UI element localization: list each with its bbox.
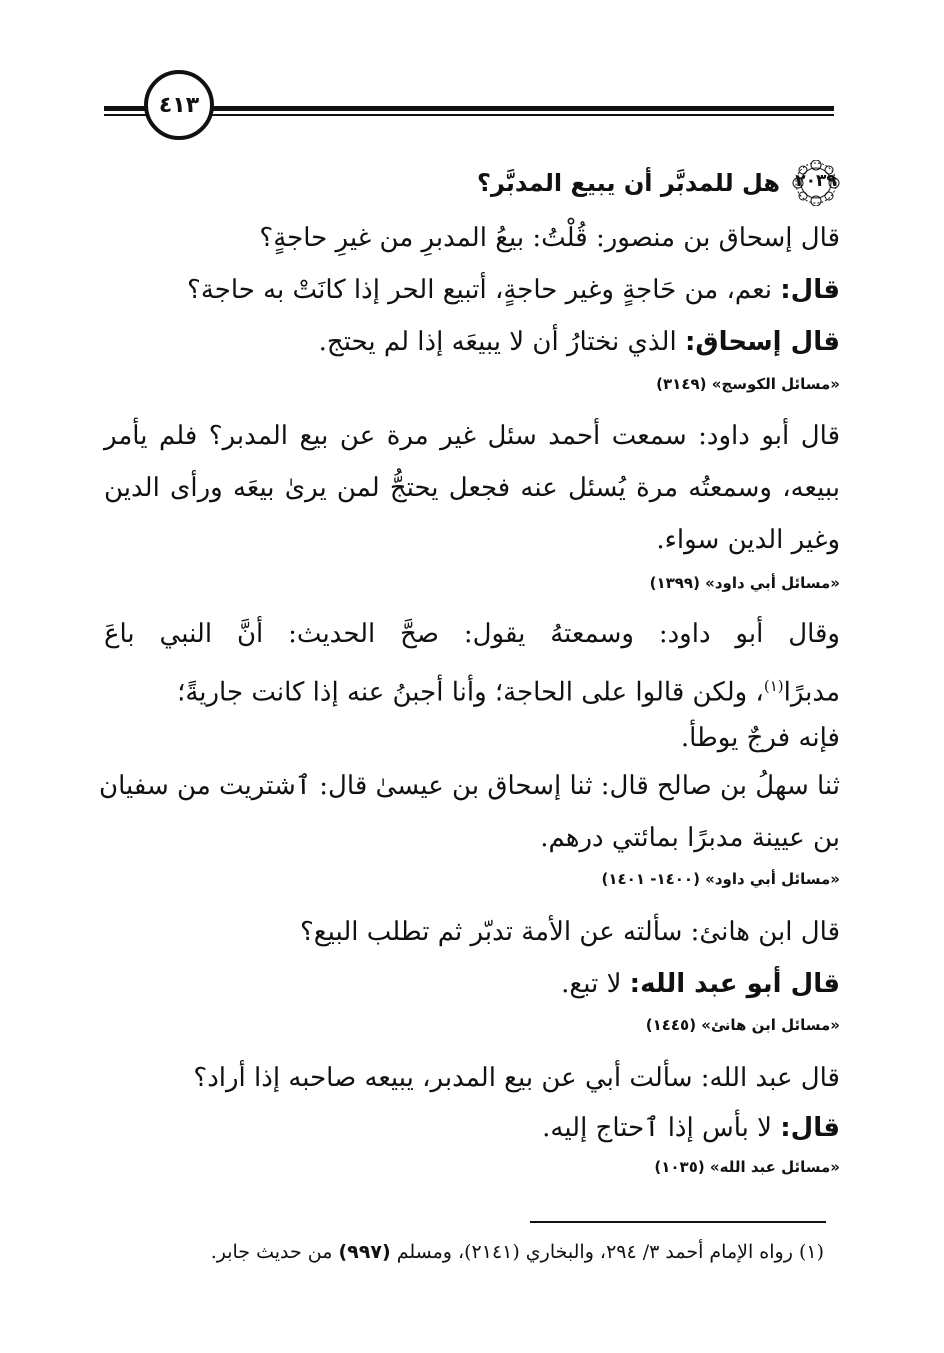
line-text: نعم، من حَاجةٍ وغير حاجةٍ، أتبيع الحر إذا كانَتْ به حاجة؟ [187, 275, 781, 305]
footnote [104, 1236, 824, 1268]
speaker-label: قال: [780, 275, 840, 305]
footnote-reference: (١) [763, 677, 784, 695]
text-line: وغير الدين سواء. [656, 525, 840, 555]
text-line: ببيعه، وسمعتُه مرة يُسئل عنه فجعل يحتجُّ لمن يرىٰ بيعَه ورأى الدين [104, 473, 840, 503]
speaker-label: قال أبو عبد الله: [629, 969, 840, 999]
issue-number: ٢٠٣٩ [795, 171, 837, 191]
header-rule-thin [104, 114, 834, 116]
line-text: ، ولكن قالوا على الحاجة؛ وأنا أجبنُ عنه إذا كانت جاريةً؛ [177, 677, 764, 708]
line-text: لا تبع. [561, 969, 630, 999]
text-line: قال إسحاق بن منصور: قُلْتُ: بيعُ المدبرِ من غيرِ حاجةٍ؟ [259, 223, 840, 253]
footnote-marker: (١) [798, 1241, 824, 1263]
source-citation: «مسائل ابن هانئ» (١٤٤٥) [645, 1016, 840, 1034]
text-line: قال ابن هانئ: سألته عن الأمة تدبّر ثم تطلب البيع؟ [300, 917, 840, 947]
speaker-label: قال: [780, 1113, 840, 1143]
text-line [104, 1108, 840, 1148]
text-line: ثنا سهلُ بن صالح قال: ثنا إسحاق بن عيسىٰ قال: ٱشتريت من سفيان [98, 771, 840, 801]
page-header [104, 70, 834, 142]
text-line [104, 964, 840, 1004]
text-line: وقال أبو داود: وسمعتهُ يقول: صحَّ الحديث: أنَّ النبي باعَ [104, 619, 840, 649]
source-citation: «مسائل عبد الله» (١٠٣٥) [654, 1158, 840, 1176]
line-text: مدبرًا [783, 677, 840, 708]
section-title: هل للمدبَّر أن يبيع المدبَّر؟ [477, 169, 780, 197]
source-citation: «مسائل الكوسج» (٣١٤٩) [656, 375, 840, 393]
text-line: فإنه فرجٌ يوطأ. [680, 723, 840, 753]
page-number: ٤١٣ [144, 70, 214, 140]
text-line [104, 322, 840, 362]
footnote-hadith-number: (٩٩٧) [338, 1241, 391, 1263]
text-line [104, 666, 840, 706]
ornament-badge [792, 160, 840, 206]
text-line: قال أبو داود: سمعت أحمد سئل غير مرة عن بيع المدبر؟ فلم يأمر [104, 421, 840, 451]
line-text: لا بأس إذا ٱحتاج إليه. [542, 1113, 781, 1143]
text-line: بن عيينة مدبرًا بمائتي درهم. [540, 823, 840, 853]
section-heading [110, 160, 840, 206]
line-text: الذي نختارُ أن لا يبيعَه إذا لم يحتج. [318, 327, 685, 357]
text-line [104, 270, 840, 310]
speaker-label: قال إسحاق: [684, 327, 840, 357]
text-line: قال عبد الله: سألت أبي عن بيع المدبر، يبيعه صاحبه إذا أراد؟ [193, 1063, 840, 1093]
source-citation: «مسائل أبي داود» (١٤٠٠- ١٤٠١) [601, 870, 840, 888]
footnote-separator [530, 1221, 826, 1223]
footnote-text: رواه الإمام أحمد ٣/ ٢٩٤، والبخاري (٢١٤١)، ومسلم [390, 1241, 799, 1263]
source-citation: «مسائل أبي داود» (١٣٩٩) [649, 574, 840, 592]
footnote-text: من حديث جابر. [210, 1241, 339, 1263]
